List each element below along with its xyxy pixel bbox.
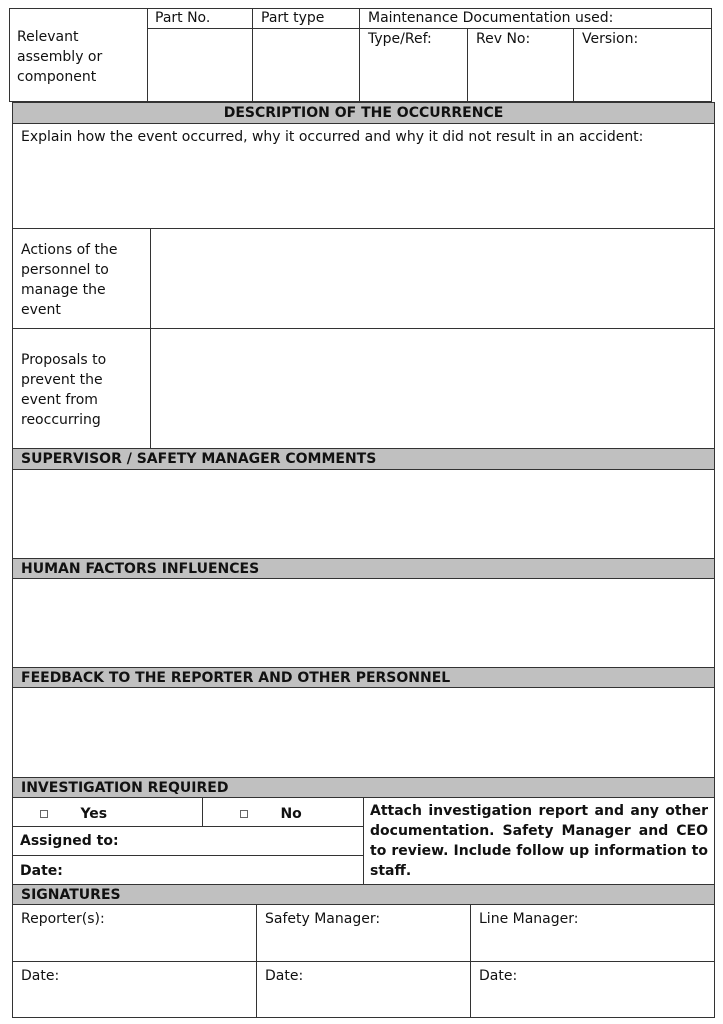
part-type-label: Part type	[261, 10, 325, 26]
relevant-assembly-label: Relevant assembly or component	[17, 29, 103, 85]
human-factors-header	[12, 558, 715, 579]
type-ref-field[interactable]	[360, 29, 467, 101]
part-no-field[interactable]	[148, 29, 252, 101]
feedback-header	[12, 667, 715, 688]
proposals-label: Proposals to prevent the event from reoccurring	[21, 352, 107, 428]
line-manager-date-label: Date:	[479, 968, 518, 984]
yes-option[interactable]	[40, 804, 107, 824]
investigation-title: INVESTIGATION REQUIRED	[21, 780, 229, 796]
no-label: No	[280, 806, 302, 822]
supervisor-title: SUPERVISOR / SAFETY MANAGER COMMENTS	[21, 451, 377, 467]
explain-field[interactable]	[13, 123, 713, 229]
explain-label: Explain how the event occurred, why it occurred and why it did not result in an accident:	[21, 129, 644, 145]
rev-no-field[interactable]	[468, 29, 573, 101]
supervisor-header	[12, 448, 715, 470]
yes-checkbox[interactable]	[40, 810, 48, 818]
part-no-label: Part No.	[155, 10, 211, 26]
reporter-signature-field[interactable]	[13, 905, 256, 961]
feedback-title: FEEDBACK TO THE REPORTER AND OTHER PERSONNEL	[21, 670, 451, 686]
investigation-date-field[interactable]	[13, 856, 362, 884]
safety-manager-signature-field[interactable]	[257, 905, 470, 961]
human-factors-title: HUMAN FACTORS INFLUENCES	[21, 561, 260, 577]
reporter-date-field[interactable]	[13, 962, 256, 1017]
version-field[interactable]	[574, 29, 712, 101]
version-label: Version:	[582, 31, 639, 47]
description-header	[12, 102, 715, 124]
rev-no-label: Rev No:	[476, 31, 531, 47]
investigation-date-label: Date:	[20, 863, 63, 879]
line-manager-label: Line Manager:	[479, 911, 579, 927]
assigned-to-label: Assigned to:	[20, 833, 119, 849]
type-ref-label: Type/Ref:	[368, 31, 432, 47]
maintenance-doc-label: Maintenance Documentation used:	[368, 10, 614, 26]
feedback-field[interactable]	[13, 688, 713, 777]
safety-manager-date-label: Date:	[265, 968, 304, 984]
investigation-note: Attach investigation report and any other documentation. Safety Manager and CEO to review. Include follow up information to staff.	[370, 803, 708, 879]
yes-label: Yes	[80, 806, 108, 822]
signatures-title: SIGNATURES	[21, 887, 121, 903]
no-option[interactable]	[240, 804, 302, 824]
description-title: DESCRIPTION OF THE OCCURRENCE	[223, 105, 504, 121]
actions-field[interactable]	[151, 229, 714, 328]
reporter-date-label: Date:	[21, 968, 60, 984]
investigation-header	[12, 777, 715, 798]
supervisor-comments-field[interactable]	[13, 470, 713, 558]
line-manager-signature-field[interactable]	[471, 905, 714, 961]
part-type-field[interactable]	[253, 29, 359, 101]
safety-manager-label: Safety Manager:	[265, 911, 381, 927]
safety-manager-date-field[interactable]	[257, 962, 470, 1017]
human-factors-field[interactable]	[13, 579, 713, 667]
actions-label: Actions of the personnel to manage the event	[21, 242, 118, 318]
reporter-label: Reporter(s):	[21, 911, 105, 927]
proposals-field[interactable]	[151, 329, 714, 448]
no-checkbox[interactable]	[240, 810, 248, 818]
signatures-header	[12, 884, 715, 905]
line-manager-date-field[interactable]	[471, 962, 714, 1017]
assigned-to-field[interactable]	[13, 827, 362, 855]
